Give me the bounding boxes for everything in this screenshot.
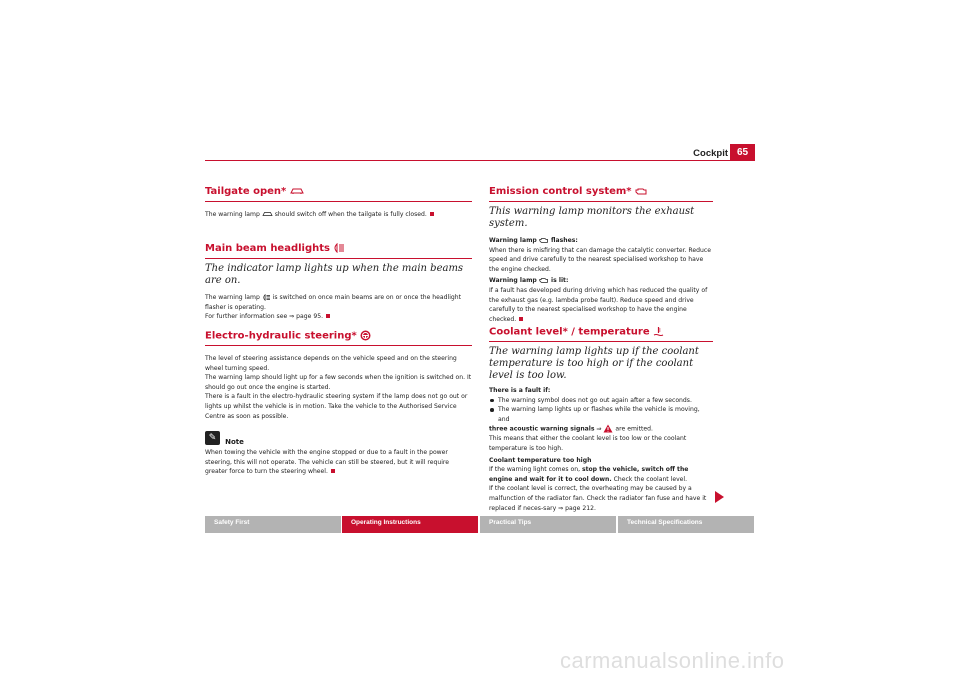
text: If a fault has developed during driving which has reduced the quality of the exhaust gas (e.g. lambda probe fault). Reduce speed and drive carefully to the nearest specialised workshop to have the engine checked. [489, 286, 708, 323]
temp-label: Coolant temperature too high [489, 456, 592, 464]
paragraph [205, 293, 472, 312]
section-tailgate [205, 186, 472, 220]
paragraph [205, 210, 472, 220]
steering-wheel-icon [360, 330, 371, 341]
text: The warning lamp [205, 211, 262, 218]
heading-text: Tailgate open* [205, 186, 287, 197]
note-label: Note [225, 438, 244, 447]
section-heading [489, 326, 713, 342]
tab-practical-tips[interactable]: Practical Tips [480, 516, 616, 533]
page-number: 65 [730, 144, 755, 161]
end-marker [519, 317, 523, 321]
text: Warning lamp [489, 237, 539, 244]
text: flashes: [548, 237, 578, 244]
heading-text: Electro-hydraulic steering* [205, 330, 357, 342]
text: Check the coolant level. [611, 475, 688, 483]
note-icon: ✎ [205, 431, 220, 445]
tab-operating-instructions[interactable]: Operating Instructions [342, 516, 478, 533]
section-heading [205, 186, 472, 202]
section-subtitle: The indicator lamp lights up when the main beams are on. [205, 263, 464, 286]
bold-text: stop the vehicle, switch off the engine and wait for it to cool down. [489, 466, 689, 483]
paragraph: If the coolant level is correct, the overheating may be caused by a malfunction of the radiator fan. Check the radiator fan fuse and have it replaced if neces-sary ⇒ page 212. [489, 485, 707, 512]
flash-label [489, 236, 713, 246]
section-steering [205, 330, 472, 477]
fault-label: There is a fault if: [489, 387, 551, 394]
note-text [205, 448, 472, 477]
next-page-arrow-icon[interactable] [715, 491, 724, 503]
paragraph: This means that either the coolant level is too low or the coolant temperature is too high. [489, 435, 687, 453]
section-subtitle: This warning lamp monitors the exhaust system. [489, 206, 695, 229]
reference-arrow: ⇒ [289, 313, 295, 321]
bold-text: three acoustic warning signals [489, 425, 595, 433]
text: are emitted. [613, 425, 653, 433]
heading-text: Coolant level* / temperature [489, 326, 650, 338]
paragraph [489, 286, 713, 324]
text: If the warning light comes on, [489, 466, 582, 474]
engine-icon [539, 237, 549, 244]
section-subtitle: The warning lamp lights up if the coolant temperature is too high or if the coolant level is too low. [489, 346, 699, 381]
heading-text: Main beam headlights [205, 243, 330, 254]
section-emission [489, 186, 713, 324]
text: should switch off when the tailgate is fully closed. [272, 211, 427, 218]
engine-icon [539, 277, 549, 284]
section-coolant [489, 326, 713, 513]
end-marker [430, 212, 434, 216]
paragraph [205, 312, 472, 322]
watermark: carmanualsonline.info [560, 648, 785, 673]
end-marker [326, 314, 330, 318]
paragraph: When there is misfiring that can damage the catalytic converter. Reduce speed and drive carefully to the nearest specialised workshop to have the engine checked. [489, 246, 711, 273]
page-reference-link[interactable]: page 95. [294, 313, 324, 321]
paragraph [489, 424, 713, 434]
end-marker [331, 469, 335, 473]
text: When towing the vehicle with the engine stopped or due to a fault in the power steering, this will not operate. The vehicle can still be steered, but it will require greater force to turn the steering wheel. [205, 449, 450, 476]
tailgate-icon [262, 211, 273, 217]
tab-safety-first[interactable]: Safety First [205, 516, 341, 533]
page-header-title: Cockpit [693, 148, 728, 159]
thermometer-icon [653, 326, 664, 337]
section-main-beam [205, 243, 472, 322]
text: is switched on once main beams are on or once the headlight flasher is operating. [205, 294, 462, 311]
main-beam-icon [333, 243, 345, 253]
main-beam-icon [262, 294, 271, 301]
engine-icon [635, 187, 648, 196]
bullet-item: The warning lamp lights up or flashes while the vehicle is moving, and [489, 405, 713, 424]
text: Warning lamp [489, 277, 539, 285]
paragraph: There is a fault in the electro-hydraulic steering system if the lamp does not go out or lights up whilst the vehicle is in motion. Take the vehicle to the Authorised Service Centre as soon as possible. [205, 393, 468, 420]
section-heading [205, 243, 472, 259]
tailgate-icon [290, 187, 304, 195]
text: is lit: [548, 277, 569, 285]
section-heading [205, 330, 472, 346]
header-rule [205, 160, 730, 161]
paragraph: The level of steering assistance depends on the vehicle speed and on the steering wheel turning speed. [205, 355, 457, 372]
lit-label [489, 276, 713, 286]
heading-text: Emission control system* [489, 186, 632, 197]
text: The warning lamp [205, 294, 262, 301]
text: For further information see [205, 313, 290, 321]
section-heading [489, 186, 713, 202]
warning-triangle-icon[interactable] [603, 424, 613, 433]
paragraph [489, 465, 713, 484]
paragraph: The warning lamp should light up for a few seconds when the ignition is switched on. It should go out once the engine is started. [205, 374, 472, 391]
tab-technical-specifications[interactable]: Technical Specifications [618, 516, 754, 533]
bullet-item: The warning symbol does not go out again after a few seconds. [489, 396, 713, 406]
reference-arrow: ⇒ [594, 425, 604, 433]
note-block [205, 427, 472, 446]
